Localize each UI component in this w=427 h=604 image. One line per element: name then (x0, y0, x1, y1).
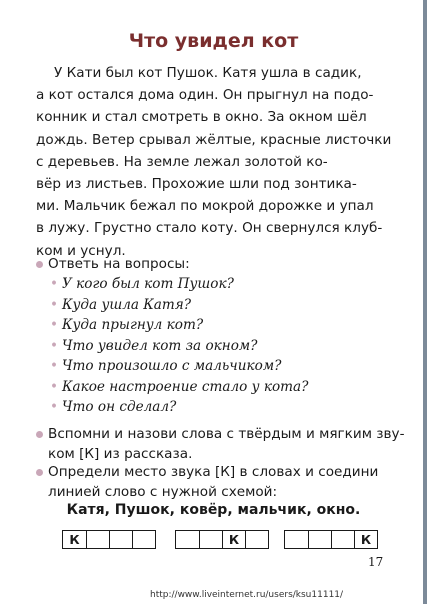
dot-bullet-icon: • (50, 378, 59, 395)
task-text-line: Вспомни и назови слова с твёрдым и мягким зву- (48, 426, 405, 442)
question-text: Куда прыгнул кот? (62, 317, 204, 333)
scheme-cell: К (69, 532, 80, 547)
dot-bullet-icon: • (50, 296, 59, 313)
sound-scheme-2 (175, 530, 269, 549)
question-item (50, 356, 308, 377)
bullet-icon (36, 431, 43, 438)
question-item (50, 397, 308, 418)
page-number: 17 (368, 555, 384, 569)
story-line: вёр из листьев. Прохожие шли под зонтика- (36, 176, 357, 193)
story-line: с деревьев. На земле лежал золотой ко- (36, 153, 328, 170)
dot-bullet-icon: • (50, 399, 59, 415)
footer-url: http://www.liveinternet.ru/users/ksu11111/ (150, 590, 344, 600)
sound-scheme-3 (284, 530, 378, 549)
scheme-cell (86, 531, 109, 548)
story-line: У Кати был кот Пушок. Катя ушла в садик, (54, 65, 362, 81)
story-line: а кот остался дома один. Он прыгнул на подо- (36, 87, 374, 104)
question-list (50, 274, 309, 418)
task-text: Ответь на вопросы: (48, 256, 190, 272)
task-answer-questions (48, 254, 190, 274)
question-item (50, 315, 308, 336)
task-sound-position (48, 462, 378, 502)
words-line: Катя, Пушок, ковёр, мальчик, окно. (66, 502, 361, 518)
task-text-line: Определи место звука [К] в словах и соедини (48, 464, 379, 480)
dot-bullet-icon: • (50, 276, 59, 292)
scheme-cell (285, 531, 308, 548)
scheme-cell (308, 531, 331, 548)
question-item (50, 336, 308, 357)
story-line: конник и стал смотреть в окно. За окном шёл (36, 109, 367, 126)
dot-bullet-icon: • (50, 317, 59, 333)
story-line: ком и уснул. (36, 242, 126, 259)
dot-bullet-icon: • (50, 337, 59, 354)
question-item (50, 377, 309, 398)
scheme-cell (109, 531, 132, 548)
story-text (36, 62, 406, 262)
task-recall-words (48, 424, 405, 464)
scheme-cell (199, 531, 222, 548)
question-text: Что он сделал? (62, 399, 177, 415)
dot-bullet-icon: • (50, 358, 59, 374)
scheme-cell (132, 531, 155, 548)
sound-scheme-1 (62, 530, 156, 549)
bullet-icon (36, 261, 43, 268)
scheme-cell (331, 531, 354, 548)
question-text: Что увидел кот за окном? (62, 337, 258, 354)
page-title: Что увидел кот (128, 30, 299, 52)
question-item (50, 274, 308, 295)
scheme-cell (245, 531, 268, 548)
question-text: Что произошло с мальчиком? (62, 358, 282, 374)
scheme-cell: К (354, 531, 377, 548)
question-text: Какое настроение стало у кота? (62, 378, 309, 395)
question-text: У кого был кот Пушок? (62, 276, 234, 292)
story-line: ми. Мальчик бежал по мокрой дорожке и упал (36, 198, 374, 215)
task-text-line: линией слово с нужной схемой: (48, 484, 278, 500)
story-line: в лужу. Грустно стало коту. Он свернулся клуб- (36, 220, 383, 237)
question-item (50, 295, 308, 316)
task-text-line: ком [К] из рассказа. (48, 446, 193, 462)
scheme-cell (176, 531, 199, 548)
question-text: Куда ушла Катя? (62, 296, 192, 313)
scheme-cell: К (222, 531, 245, 548)
story-line: дождь. Ветер срывал жёлтые, красные листочки (36, 131, 392, 148)
bullet-icon (36, 469, 43, 476)
